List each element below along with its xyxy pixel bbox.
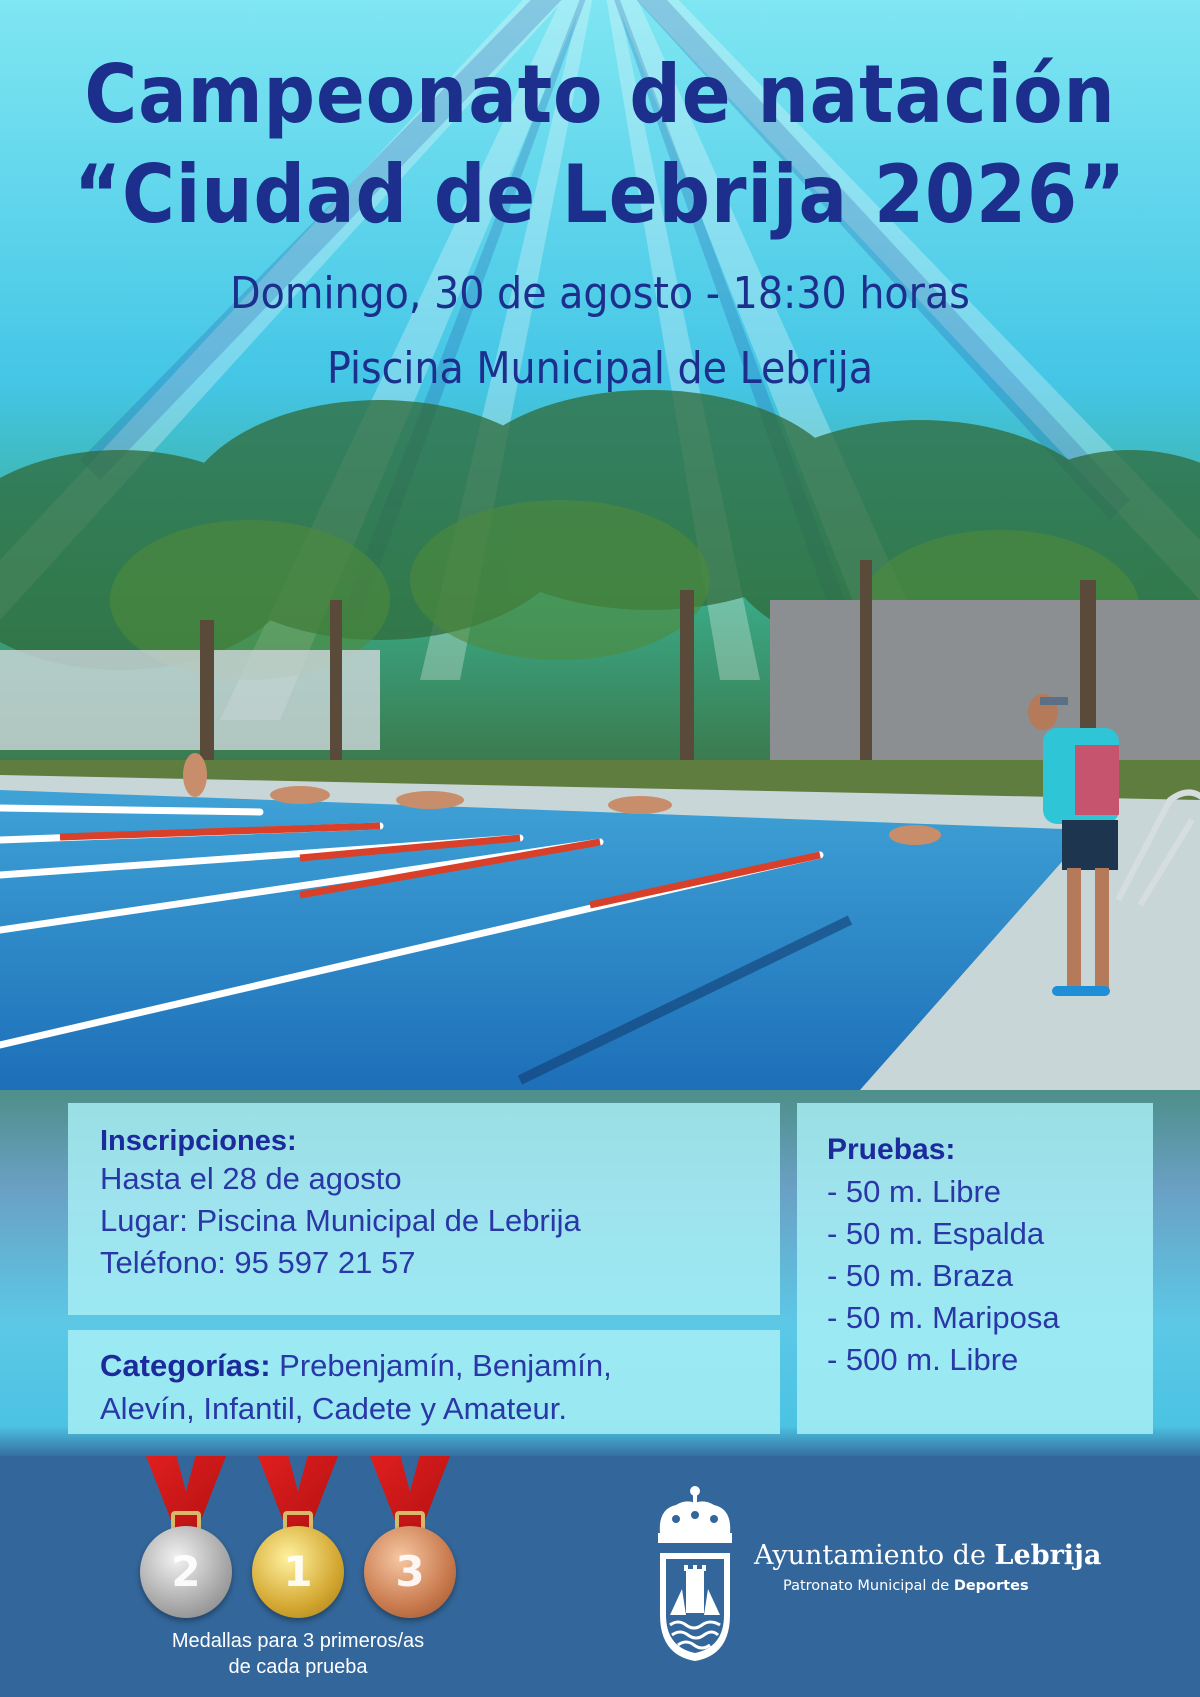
prueba-item: - 50 m. Mariposa [827, 1300, 1060, 1335]
medal-caption-line-2: de cada prueba [228, 1656, 368, 1678]
categorias-heading: Categorías: [100, 1348, 271, 1383]
inscripciones-heading: Inscripciones: [100, 1125, 297, 1157]
inscripciones-panel [68, 1103, 780, 1315]
silver-medal-icon: 2 [140, 1526, 232, 1618]
medal-caption-line-1: Medallas para 3 primeros/as [171, 1630, 425, 1652]
organizer-name [754, 1540, 1101, 1571]
pruebas-panel [797, 1103, 1153, 1434]
prueba-item: - 50 m. Libre [827, 1174, 1002, 1209]
categorias-text-2: Alevín, Infantil, Cadete y Amateur. [100, 1391, 567, 1426]
categorias-text-1: Prebenjamín, Benjamín, [270, 1348, 612, 1383]
organizer-name-prefix: Ayuntamiento de [754, 1540, 995, 1571]
organizer-sub-prefix: Patronato Municipal de [783, 1578, 954, 1594]
prueba-item: - 50 m. Braza [827, 1258, 1014, 1293]
title-line-1: Campeonato de natación [84, 48, 1116, 141]
categorias-line-1 [100, 1344, 748, 1387]
prueba-item: - 50 m. Espalda [827, 1216, 1045, 1251]
organizer-name-bold: Lebrija [994, 1540, 1102, 1571]
bronze-medal-icon: 3 [364, 1526, 456, 1618]
organizer-subtitle [783, 1578, 1029, 1594]
inscripciones-place: Lugar: Piscina Municipal de Lebrija [100, 1203, 581, 1238]
title-line-2: “Ciudad de Lebrija 2026” [73, 148, 1127, 241]
prueba-item: - 500 m. Libre [827, 1342, 1019, 1377]
inscripciones-phone: Teléfono: 95 597 21 57 [100, 1245, 416, 1280]
venue-line: Piscina Municipal de Lebrija [326, 343, 874, 394]
city-crest-icon [652, 1485, 738, 1665]
categorias-panel [68, 1330, 780, 1434]
organizer-sub-bold: Deportes [953, 1578, 1029, 1594]
gold-medal-icon: 1 [252, 1526, 344, 1618]
pruebas-heading: Pruebas: [827, 1133, 956, 1166]
inscripciones-deadline: Hasta el 28 de agosto [100, 1161, 402, 1196]
date-line: Domingo, 30 de agosto - 18:30 horas [230, 268, 970, 319]
medal-caption [140, 1628, 456, 1680]
